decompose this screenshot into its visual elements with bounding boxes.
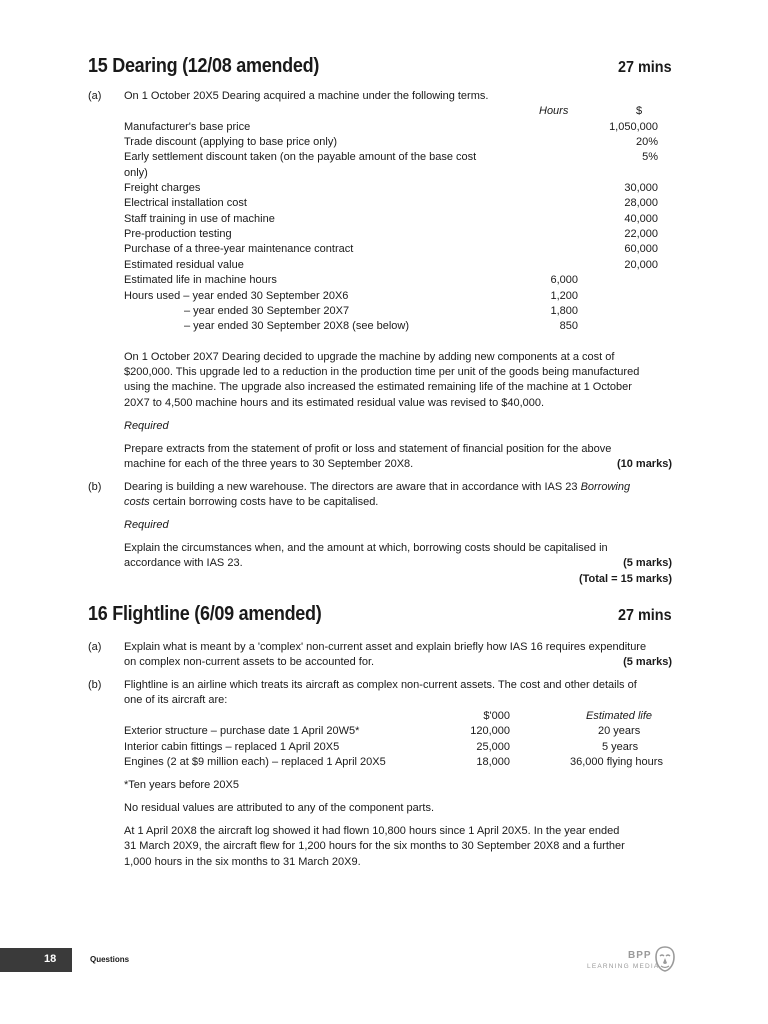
table-row-label: Exterior structure – purchase date 1 April 20W5* [124, 725, 360, 737]
table-row-label: Manufacturer's base price [124, 121, 251, 133]
question-16-time: 27 mins [618, 607, 672, 624]
table-row-label: Estimated residual value [124, 259, 244, 271]
table-row-label: Electrical installation cost [124, 197, 247, 209]
table-row-life: 20 years [598, 725, 641, 737]
part-a-label: (a) [88, 90, 102, 102]
table-row-label: Freight charges [124, 182, 201, 194]
table-row-hours: 850 [559, 320, 578, 332]
table-row-hours: 6,000 [550, 274, 578, 286]
table-row-cost: 120,000 [470, 725, 510, 737]
table-row-amount: 60,000 [624, 243, 658, 255]
table-row-label: – year ended 30 September 20X8 (see below) [184, 320, 410, 332]
table-row-life: 5 years [602, 741, 639, 753]
table-row-label: – year ended 30 September 20X7 [184, 305, 350, 317]
table-row-amount: 20,000 [624, 259, 658, 271]
table-row-life: 36,000 flying hours [570, 756, 663, 768]
table-row-hours: 1,200 [550, 290, 578, 302]
table-row-label: Interior cabin fittings – replaced 1 April 20X5 [124, 741, 340, 753]
table-row-amount: 40,000 [624, 213, 658, 225]
table-row-hours: 1,800 [550, 305, 578, 317]
part-b-text-line: Flightline is an airline which treats its aircraft as complex non-current assets. The cost and other details of [124, 679, 637, 691]
table-row-label: Engines (2 at $9 million each) – replaced 1 April 20X5 [124, 756, 386, 768]
prepare-instruction-line: machine for each of the three years to 30 September 20X8. [124, 458, 414, 470]
upgrade-paragraph-line: 20X7 to 4,500 machine hours and its estimated residual value was revised to $40,000. [124, 397, 545, 409]
table-row-amount: 20% [635, 136, 658, 148]
column-header-hours: Hours [539, 105, 569, 117]
column-header-cost: $'000 [483, 710, 510, 722]
table-row-cost: 18,000 [476, 756, 510, 768]
required-heading: Required [124, 420, 169, 432]
brand-logo-subtext: LEARNING MEDIA [587, 963, 660, 970]
table-row-cost: 25,000 [476, 741, 510, 753]
table-row-label: Pre-production testing [124, 228, 232, 240]
question-16-title: 16 Flightline (6/09 amended) [88, 603, 322, 625]
ias23-title-italic: Borrowing [580, 481, 631, 493]
table-row-label: Staff training in use of machine [124, 213, 275, 225]
marks-label: (10 marks) [616, 458, 672, 470]
part-b-text: certain borrowing costs have to be capitalised. [149, 496, 379, 508]
footnote: *Ten years before 20X5 [124, 779, 239, 791]
brand-logo-text: BPP [628, 950, 652, 961]
page-number: 18 [44, 953, 57, 965]
part-a-text-line: Explain what is meant by a 'complex' non-current asset and explain briefly how IAS 16 requires expenditure [124, 641, 647, 653]
part-b-label: (b) [88, 481, 102, 493]
aircraft-log-line: 31 March 20X9, the aircraft flew for 1,200 hours for the six months to 30 September 20X8 and a further [124, 840, 625, 852]
question-15-time: 27 mins [618, 59, 672, 76]
part-b-text-line [124, 495, 378, 510]
upgrade-paragraph-line: On 1 October 20X7 Dearing decided to upgrade the machine by adding new components at a cost of [124, 351, 615, 363]
aircraft-log-line: 1,000 hours in the six months to 31 March 20X9. [124, 856, 361, 868]
residual-note: No residual values are attributed to any of the component parts. [124, 802, 435, 814]
column-header-estimated-life: Estimated life [586, 710, 653, 722]
part-b-text-line [124, 480, 630, 495]
page-number-tab [0, 948, 72, 972]
prepare-instruction-line: Prepare extracts from the statement of profit or loss and statement of financial position for the above [124, 443, 612, 455]
aircraft-log-line: At 1 April 20X8 the aircraft log showed it had flown 10,800 hours since 1 April 20X5. In the year ended [124, 825, 620, 837]
question-15-title: 15 Dearing (12/08 amended) [88, 55, 320, 77]
table-row-amount: 28,000 [624, 197, 658, 209]
part-a-label: (a) [88, 641, 102, 653]
marks-label: (5 marks) [623, 557, 672, 569]
column-header-dollar: $ [636, 105, 643, 117]
required-heading: Required [124, 519, 169, 531]
explain-instruction-line: accordance with IAS 23. [124, 557, 243, 569]
section-label: Questions [90, 955, 130, 964]
part-b-text: Dearing is building a new warehouse. The directors are aware that in accordance with IAS 23 [124, 481, 581, 493]
explain-instruction-line: Explain the circumstances when, and the amount at which, borrowing costs should be capitalised in [124, 542, 608, 554]
lion-head-icon [654, 946, 676, 972]
part-b-label: (b) [88, 679, 102, 691]
table-row-label: Purchase of a three-year maintenance contract [124, 243, 354, 255]
ias23-title-italic: costs [124, 496, 150, 508]
upgrade-paragraph-line: $200,000. This upgrade led to a reduction in the production time per unit of the goods being manufactured [124, 366, 640, 378]
upgrade-paragraph-line: using the machine. The upgrade also increased the estimated remaining life of the machine at 1 October [124, 381, 632, 393]
table-row-amount: 5% [642, 151, 658, 163]
table-row-label: Early settlement discount taken (on the payable amount of the base cost [124, 151, 477, 163]
table-row-label: only) [124, 167, 148, 179]
table-row-label: Estimated life in machine hours [124, 274, 277, 286]
table-row-amount: 1,050,000 [609, 121, 658, 133]
marks-label: (5 marks) [623, 656, 672, 668]
table-row-amount: 22,000 [624, 228, 658, 240]
table-row-label: Trade discount (applying to base price only) [124, 136, 337, 148]
part-a-text-line: on complex non-current assets to be accounted for. [124, 656, 375, 668]
total-marks-label: (Total = 15 marks) [578, 573, 672, 585]
table-row-label: Hours used – year ended 30 September 20X6 [124, 290, 349, 302]
table-row-amount: 30,000 [624, 182, 658, 194]
part-a-intro: On 1 October 20X5 Dearing acquired a machine under the following terms. [124, 90, 489, 102]
part-b-text-line: one of its aircraft are: [124, 694, 228, 706]
